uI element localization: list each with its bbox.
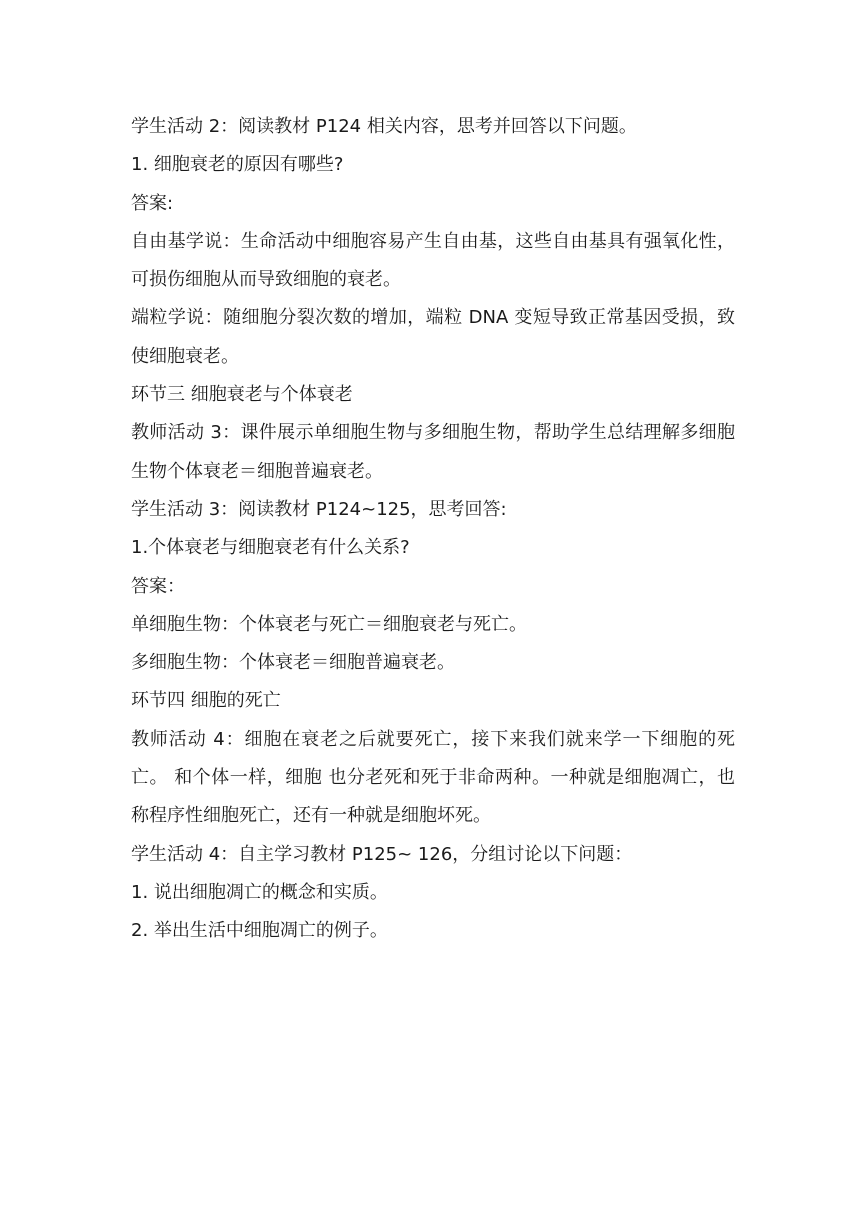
- question-individual-aging: 1.个体衰老与细胞衰老有什么关系?: [131, 537, 410, 559]
- student-activity-3: 学生活动 3：阅读教材 P124~125，思考回答:: [131, 498, 507, 520]
- student-activity-2: 学生活动 2：阅读教材 P124 相关内容，思考并回答以下问题。: [131, 116, 637, 137]
- document-body: [131, 108, 735, 951]
- answer-multicellular: 多细胞生物：个体衰老＝细胞普遍衰老。: [131, 652, 455, 674]
- answer-label: 答案:: [131, 192, 174, 214]
- telomere-theory: 端粒学说：随细胞分裂次数的增加，端粒 DNA 变短导致正常基因受损，致使细胞衰老。: [131, 307, 735, 367]
- teacher-activity-3: 教师活动 3：课件展示单细胞生物与多细胞生物，帮助学生总结理解多细胞生物个体衰老＝细胞普遍衰老。: [131, 422, 735, 482]
- section-4-heading: 环节四 细胞的死亡: [131, 690, 281, 712]
- section-3-heading: 环节三 细胞衰老与个体衰老: [131, 384, 353, 406]
- answer-label: 答案：: [131, 575, 185, 597]
- teacher-activity-4: 教师活动 4：细胞在衰老之后就要死亡，接下来我们就来学一下细胞的死亡。 和个体一样，细胞 也分老死和死于非命两种。一种就是细胞凋亡，也称程序性细胞死亡，还有一种就是细胞坏死。: [131, 728, 735, 827]
- answer-unicellular: 单细胞生物：个体衰老与死亡＝细胞衰老与死亡。: [131, 613, 527, 635]
- discussion-question-2: 2. 举出生活中细胞凋亡的例子。: [131, 920, 388, 942]
- question-aging-causes: 1. 细胞衰老的原因有哪些?: [131, 154, 344, 176]
- student-activity-4: 学生活动 4：自主学习教材 P125~ 126，分组讨论以下问题：: [131, 843, 633, 865]
- free-radical-theory: 自由基学说：生命活动中细胞容易产生自由基，这些自由基具有强氧化性，可损伤细胞从而导致细胞的衰老。: [131, 230, 735, 291]
- discussion-question-1: 1. 说出细胞凋亡的概念和实质。: [131, 881, 388, 903]
